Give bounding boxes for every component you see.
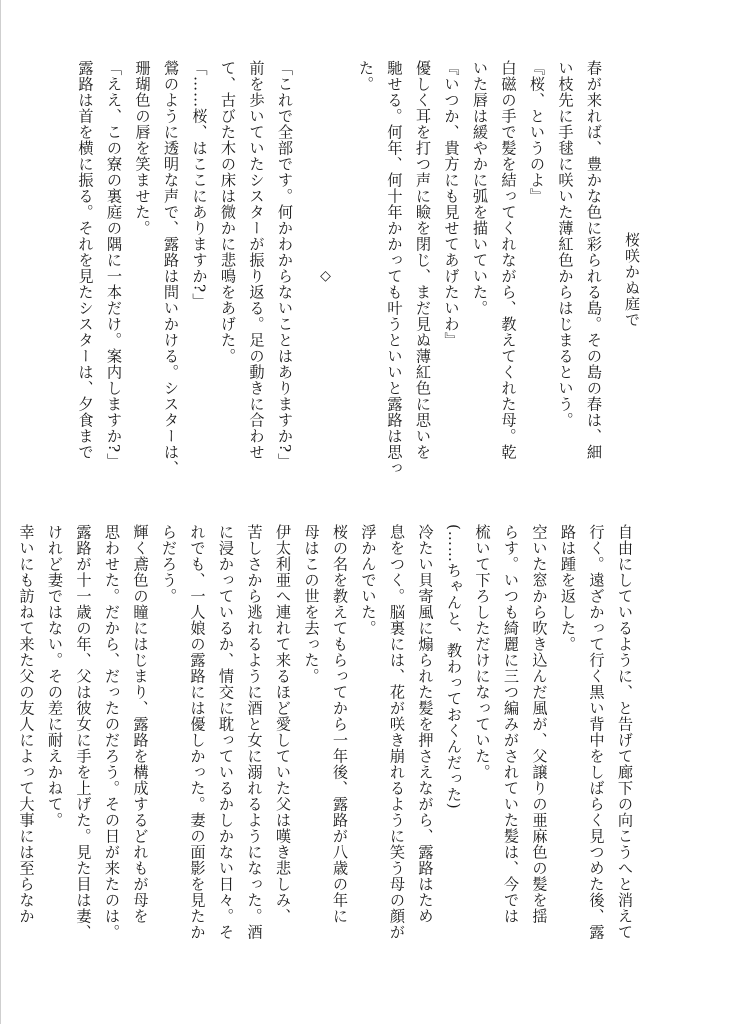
text-line: 幸いにも訪ねて来た父の友人によって大事には至らなか xyxy=(17,524,36,924)
text-line: 輝く鳶色の瞳にはじまり、露路を構成するどれもが母を xyxy=(131,524,150,924)
text-line: て、古びた木の床は微かに悲鳴をあげた。 xyxy=(219,60,237,364)
lower-text-block xyxy=(12,524,639,956)
upper-text-block xyxy=(71,60,608,492)
page-edge xyxy=(0,0,1,1024)
text-line: 馳せる。何年、何十年かかっても叶うといいと露路は思っ xyxy=(385,60,404,476)
text-line: 自由にしているように、と告げて廊下の向こうへと消えて xyxy=(616,524,634,940)
text-line: れでも、一人娘の露路には優しかった。妻の面影を見たか xyxy=(188,524,207,940)
text-line: 梳いて下ろしただけになっていた。 xyxy=(473,524,492,780)
text-line: 『桜、というのよ』 xyxy=(528,60,546,204)
text-line: (……ちゃんと、教わっておくんだった) xyxy=(445,524,463,810)
text-line: 珊瑚色の唇を笑ませた。 xyxy=(133,60,152,236)
text-line: 行く。遠ざかって行く黒い背中をしばらく見つめた後、露 xyxy=(587,524,606,940)
text-line: 「ええ、この寮の裏庭の隅に一本だけ。案内しますか?」 xyxy=(105,60,123,469)
text-line: 露路が十一歳の年、父は彼女に手を上げた。見た目は妻、 xyxy=(74,524,93,940)
text-line: けれど妻ではない。その差に耐えかねて。 xyxy=(46,524,64,828)
text-line: 露路は首を横に振る。それを見たシスターは、夕食まで xyxy=(76,60,95,460)
text-line: に浸かっているか、情交に耽っているかしかない日々。そ xyxy=(217,524,235,940)
text-line: 伊太利亜へ連れて来るほど愛していた父は嘆き悲しみ、 xyxy=(274,524,292,924)
text-line: 優しく耳を打つ声に瞼を閉じ、まだ見ぬ薄紅色に思いを xyxy=(414,60,432,460)
text-line: 桜の名を教えてもらってから一年後、露路が八歳の年に xyxy=(331,524,349,924)
section-gap xyxy=(340,60,352,492)
text-line: 思わせた。だから、だったのだろう。その日が来たのは。 xyxy=(103,524,121,940)
text-line: 鶯のように透明な声で、露路は問いかける。シスターは、 xyxy=(162,60,180,476)
section-gap xyxy=(299,60,311,492)
text-line: 白磁の手で髪を結ってくれながら、教えてくれた母。乾 xyxy=(499,60,518,460)
text-line: いた唇は緩やかに弧を描いていた。 xyxy=(471,60,489,316)
text-line: 春が来れば、豊かな色に彩られる島。その島の春は、細 xyxy=(585,60,603,460)
text-line: 苦しさから逃れるように酒と女に溺れるようになった。酒 xyxy=(245,524,264,940)
text-line: 「……桜、はここにありますか?」 xyxy=(190,60,209,309)
text-line: 前を歩いていたシスターが振り返る。足の動きに合わせ xyxy=(247,60,266,460)
text-line: 母はこの世を去った。 xyxy=(302,524,321,684)
section-break-diamond: ◇ xyxy=(317,267,334,285)
text-line: らだろう。 xyxy=(160,524,178,604)
page-title: 桜咲かぬ庭で xyxy=(623,232,641,328)
text-line: 息をつく。脳裏には、花が咲き崩れるように笑う母の顔が xyxy=(388,524,406,940)
text-line: た。 xyxy=(357,60,375,92)
text-line: 「これで全部です。何かわからないことはありますか?」 xyxy=(276,60,294,469)
text-line: 冷たい貝寄風に煽られた髪を押さえながら、露路はため xyxy=(416,524,435,924)
text-line: 浮かんでいた。 xyxy=(359,524,378,636)
text-line: 空いた窓から吹き込んだ風が、父譲りの亜麻色の髪を揺 xyxy=(530,524,549,924)
text-line: い枝先に手毬に咲いた薄紅色からはじまるという。 xyxy=(556,60,575,428)
text-line: 『いつか、貴方にも見せてあげたいわ』 xyxy=(442,60,461,348)
text-line: らす。いつも綺麗に三つ編みがされていた髪は、今では xyxy=(502,524,520,924)
text-line: 路は踵を返した。 xyxy=(559,524,577,652)
